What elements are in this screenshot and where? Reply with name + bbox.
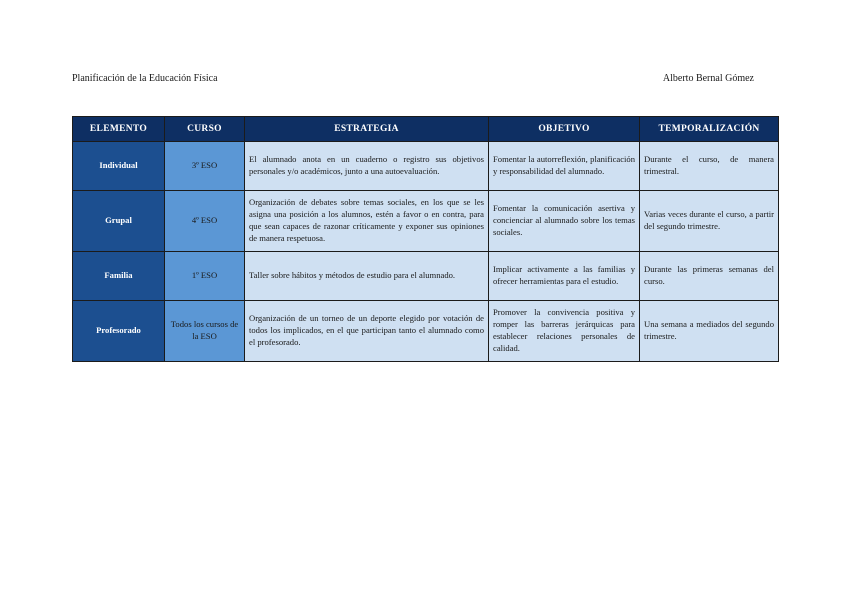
cell-curso: 3º ESO: [165, 142, 245, 191]
table-row: [73, 252, 779, 301]
table-row: [73, 191, 779, 252]
cell-temporalizacion: Durante las primeras semanas del curso.: [640, 252, 779, 301]
table-row: [73, 301, 779, 362]
cell-curso: 1º ESO: [165, 252, 245, 301]
cell-estrategia: Organización de un torneo de un deporte elegido por votación de todos los implicados, en el que participan tanto el alumnado como el profesorado.: [245, 301, 489, 362]
cell-temporalizacion: Varias veces durante el curso, a partir del segundo trimestre.: [640, 191, 779, 252]
cell-elemento: Individual: [73, 142, 165, 191]
cell-curso: Todos los cursos de la ESO: [165, 301, 245, 362]
page-header: [72, 72, 754, 86]
column-header-elemento: ELEMENTO: [73, 117, 165, 142]
column-header-estrategia: ESTRATEGIA: [245, 117, 489, 142]
cell-estrategia: Organización de debates sobre temas sociales, en los que se les asigna una posición a los alumnos, estén a favor o en contra, para que sean capaces de razonar críticamente y exponer sus opiniones de manera respetuosa.: [245, 191, 489, 252]
author-name: Alberto Bernal Gómez: [662, 73, 754, 84]
column-header-objetivo: OBJETIVO: [489, 117, 640, 142]
cell-temporalizacion: Una semana a mediados del segundo trimestre.: [640, 301, 779, 362]
cell-objetivo: Fomentar la comunicación asertiva y concienciar al alumnado sobre los temas sociales.: [489, 191, 640, 252]
table-header-row: [73, 117, 779, 142]
cell-estrategia: El alumnado anota en un cuaderno o registro sus objetivos personales y/o académicos, junto a una autoevaluación.: [245, 142, 489, 191]
column-header-temporalizacion: TEMPORALIZACIÓN: [640, 117, 779, 142]
column-header-curso: CURSO: [165, 117, 245, 142]
cell-elemento: Grupal: [73, 191, 165, 252]
cell-temporalizacion: Durante el curso, de manera trimestral.: [640, 142, 779, 191]
cell-objetivo: Promover la convivencia positiva y romper las barreras jerárquicas para establecer relaciones personales de calidad.: [489, 301, 640, 362]
cell-curso: 4º ESO: [165, 191, 245, 252]
planning-table: [72, 116, 779, 362]
cell-elemento: Profesorado: [73, 301, 165, 362]
cell-elemento: Familia: [73, 252, 165, 301]
cell-objetivo: Implicar activamente a las familias y ofrecer herramientas para el estudio.: [489, 252, 640, 301]
document-title: Planificación de la Educación Física: [72, 73, 218, 84]
table-row: [73, 142, 779, 191]
cell-objetivo: Fomentar la autorreflexión, planificación y responsabilidad del alumnado.: [489, 142, 640, 191]
cell-estrategia: Taller sobre hábitos y métodos de estudio para el alumnado.: [245, 252, 489, 301]
